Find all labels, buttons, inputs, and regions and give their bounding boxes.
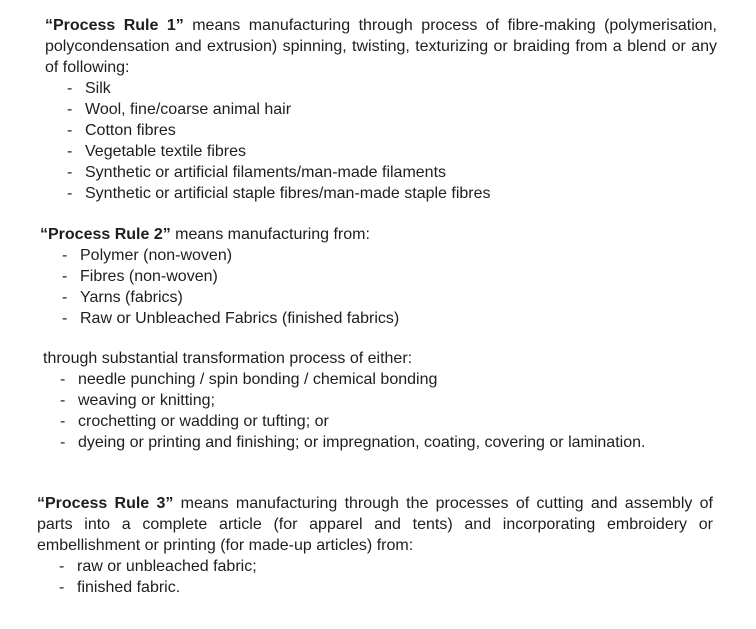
dash-marker: - <box>60 413 66 430</box>
rule2-section <box>40 224 720 329</box>
rule3-term: “Process Rule 3” <box>37 495 174 512</box>
rule1-list <box>67 78 717 204</box>
list-item <box>59 556 713 577</box>
dash-marker: - <box>59 558 65 575</box>
list-item-text: Yarns (fabrics) <box>80 289 183 306</box>
list-item <box>67 99 717 120</box>
dash-marker: - <box>67 164 73 181</box>
list-item-text: Silk <box>85 80 111 97</box>
list-item <box>60 369 715 390</box>
list-item <box>67 162 717 183</box>
dash-marker: - <box>62 247 68 264</box>
list-item-text: Cotton fibres <box>85 122 176 139</box>
list-item-text: Polymer (non-woven) <box>80 247 233 264</box>
dash-marker: - <box>60 371 66 388</box>
list-item-text: Raw or Unbleached Fabrics (finished fabrics) <box>80 310 400 327</box>
list-item-text: finished fabric. <box>77 579 181 596</box>
list-item-text: raw or unbleached fabric; <box>77 558 257 575</box>
list-item-text: Wool, fine/coarse animal hair <box>85 101 292 118</box>
list-item <box>60 411 715 432</box>
list-item <box>67 120 717 141</box>
dash-marker: - <box>67 185 73 202</box>
dash-marker: - <box>59 579 65 596</box>
transformation-intro: through substantial transformation process of either: <box>43 350 413 367</box>
list-item-text: crochetting or wadding or tufting; or <box>78 413 329 430</box>
list-item-text: Synthetic or artificial staple fibres/man-made staple fibres <box>85 185 491 202</box>
dash-marker: - <box>62 268 68 285</box>
transformation-list <box>60 369 715 453</box>
list-item-text: Fibres (non-woven) <box>80 268 218 285</box>
rule2-list <box>62 245 720 329</box>
rule1-text: means manufacturing through process of fibre-making (polymerisation, polycondensation and extrusion) spinning, twisting, texturizing or braiding from a blend or any of following: <box>45 17 717 76</box>
dash-marker: - <box>62 310 68 327</box>
list-item <box>62 266 720 287</box>
dash-marker: - <box>67 122 73 139</box>
rule3-text: means manufacturing through the processes of cutting and assembly of parts into a complete article (for apparel and tents) and incorporating embroidery or embellishment or printing (for made-up articles) from: <box>37 495 713 554</box>
rule2-text: means manufacturing from: <box>170 226 370 243</box>
list-item <box>62 287 720 308</box>
rule1-paragraph <box>45 15 717 78</box>
list-item <box>60 432 715 453</box>
rule1-term: “Process Rule 1” <box>45 17 184 34</box>
transformation-section <box>43 348 715 453</box>
rule2-term: “Process Rule 2” <box>40 226 171 243</box>
dash-marker: - <box>67 101 73 118</box>
list-item <box>62 245 720 266</box>
rule3-paragraph <box>37 493 713 556</box>
list-item <box>62 308 720 329</box>
dash-marker: - <box>60 434 66 451</box>
list-item-text: Vegetable textile fibres <box>85 143 246 160</box>
rule2-paragraph <box>40 224 720 245</box>
list-item <box>60 390 715 411</box>
dash-marker: - <box>62 289 68 306</box>
dash-marker: - <box>67 80 73 97</box>
dash-marker: - <box>60 392 66 409</box>
list-item <box>67 183 717 204</box>
list-item <box>59 577 713 598</box>
list-item-text: weaving or knitting; <box>78 392 215 409</box>
rule3-section <box>37 493 713 598</box>
list-item <box>67 78 717 99</box>
dash-marker: - <box>67 143 73 160</box>
rule3-list <box>59 556 713 598</box>
rule1-section <box>45 15 717 204</box>
list-item-text: needle punching / spin bonding / chemical bonding <box>78 371 438 388</box>
list-item-text: Synthetic or artificial filaments/man-made filaments <box>85 164 447 181</box>
list-item-text: dyeing or printing and finishing; or impregnation, coating, covering or lamination. <box>78 434 646 451</box>
list-item <box>67 141 717 162</box>
